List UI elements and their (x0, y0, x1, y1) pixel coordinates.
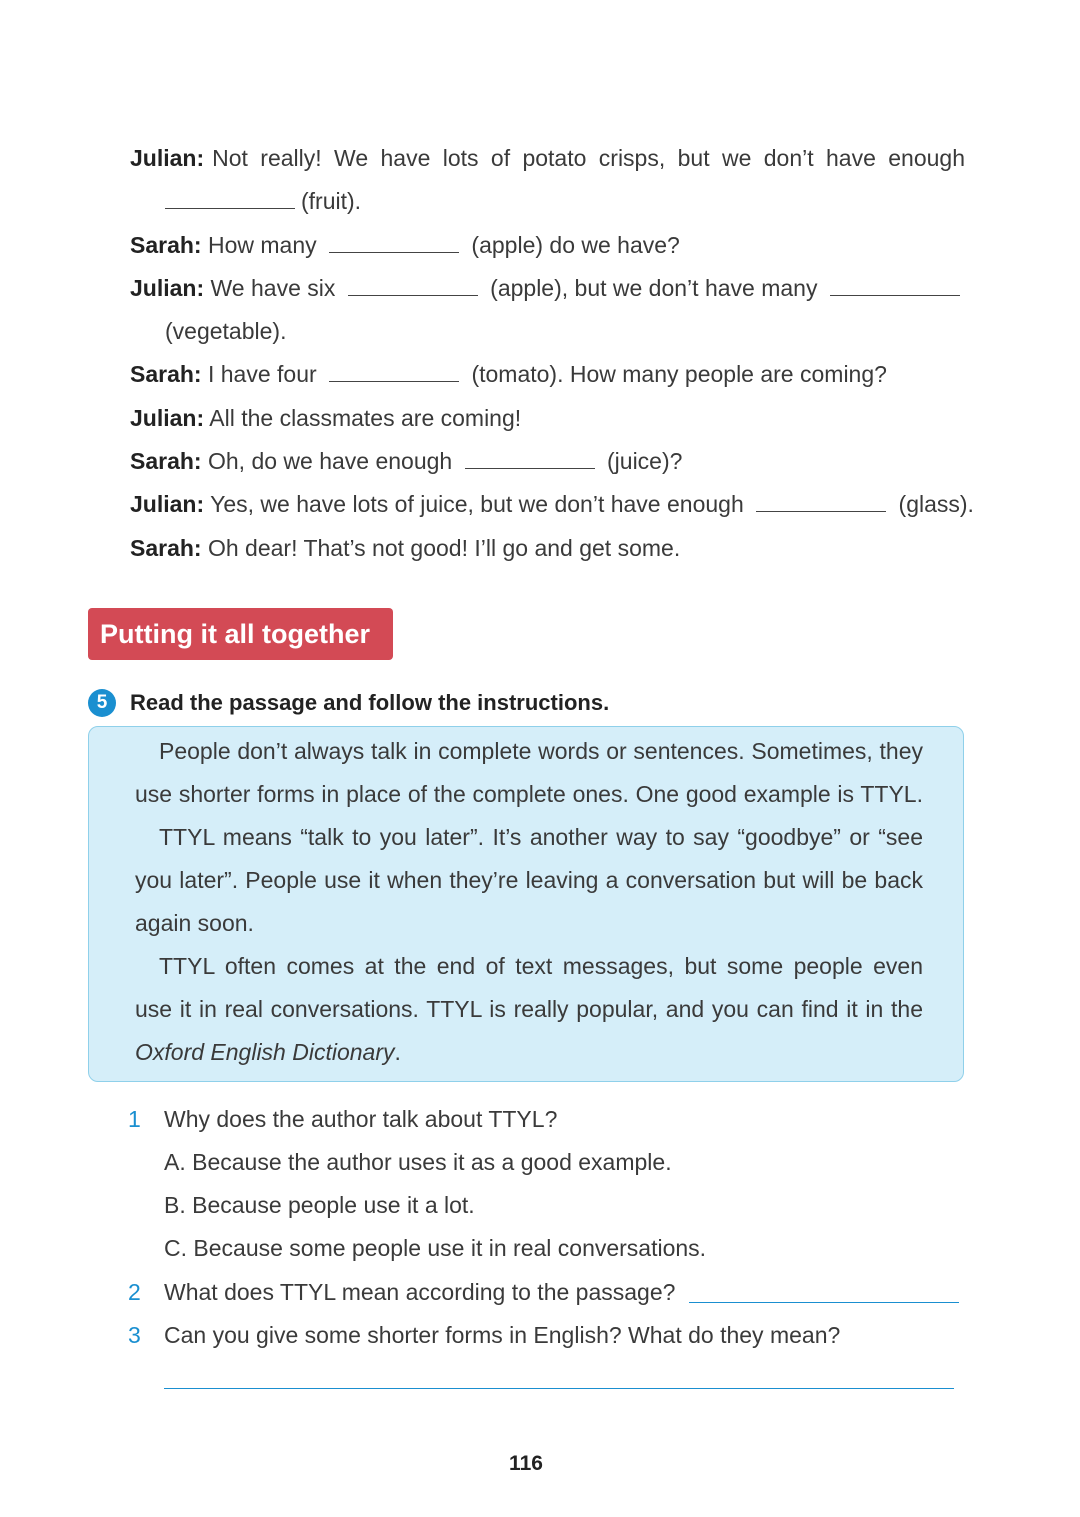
task-instruction (88, 688, 609, 718)
passage-line: People don’t always talk in complete words or sentences. Sometimes, they (159, 738, 923, 764)
answer-line[interactable] (689, 1302, 959, 1303)
question-number: 2 (128, 1279, 141, 1305)
task-number-badge: 5 (88, 689, 116, 717)
answer-blank[interactable] (348, 273, 478, 296)
dialogue-line (130, 310, 970, 353)
question-2 (128, 1277, 675, 1307)
passage-line: use it in real conversations. TTYL is really popular, and you can find it in the (135, 996, 923, 1022)
word-hint: (apple), but we don’t have many (490, 274, 818, 301)
passage-period: . (394, 1039, 401, 1065)
answer-blank[interactable] (465, 446, 595, 469)
reading-passage (88, 726, 964, 1082)
page-number: 116 (509, 1452, 543, 1475)
dialogue-line (130, 224, 970, 267)
dialogue-line (130, 180, 970, 223)
answer-option-a[interactable]: A. Because the author uses it as a good example. (164, 1149, 672, 1175)
word-hint: (fruit). (301, 188, 362, 215)
passage-line: use shorter forms in place of the complete ones. One good example is TTYL. (135, 781, 923, 807)
speaker-label: Julian: (130, 274, 205, 301)
dialogue-line (130, 483, 974, 526)
word-hint: (apple) do we have? (471, 231, 680, 258)
dialogue-line (130, 397, 970, 440)
speaker-label: Julian: (130, 145, 205, 171)
word-hint: (glass). (898, 491, 974, 518)
dialogue-text: Yes, we have lots of juice, but we don’t have enough (210, 491, 744, 518)
speaker-label: Sarah: (130, 361, 202, 388)
dialogue-exercise (130, 137, 974, 570)
question-number: 1 (128, 1106, 141, 1132)
question-number: 3 (128, 1322, 141, 1348)
passage-line: again soon. (135, 910, 254, 936)
passage-line: TTYL means “talk to you later”. It’s another way to say “goodbye” or “see (159, 824, 923, 850)
answer-blank[interactable] (756, 489, 886, 512)
answer-option-c[interactable]: C. Because some people use it in real conversations. (164, 1235, 707, 1261)
question-text: Why does the author talk about TTYL? (164, 1106, 558, 1132)
dialogue-line (130, 267, 970, 310)
dialogue-text: I have four (207, 361, 317, 388)
dialogue-line (130, 527, 970, 570)
word-hint: (juice)? (607, 448, 683, 475)
dialogue-text: We have six (210, 274, 336, 301)
answer-blank[interactable] (165, 186, 295, 209)
question-text: Can you give some shorter forms in English? What do they mean? (164, 1322, 841, 1348)
task-instruction-text: Read the passage and follow the instructions. (130, 690, 610, 715)
answer-blank[interactable] (329, 230, 459, 253)
dialogue-line (130, 440, 970, 483)
dictionary-title: Oxford English Dictionary (135, 1039, 395, 1065)
question-3 (128, 1320, 840, 1350)
passage-line: you later”. People use it when they’re leaving a conversation but will be back (135, 867, 923, 893)
passage-line: TTYL often comes at the end of text messages, but some people even (159, 953, 923, 979)
speaker-label: Julian: (130, 491, 205, 518)
speaker-label: Sarah: (130, 231, 202, 258)
answer-option-b[interactable]: B. Because people use it a lot. (164, 1192, 475, 1218)
answer-line[interactable] (164, 1388, 954, 1389)
passage-line (135, 1037, 923, 1067)
answer-blank[interactable] (830, 273, 960, 296)
speaker-label: Sarah: (130, 534, 202, 561)
dialogue-text: Oh, do we have enough (207, 448, 453, 475)
word-hint: (vegetable). (165, 318, 287, 345)
section-banner: Putting it all together (88, 608, 393, 660)
answer-blank[interactable] (329, 359, 459, 382)
dialogue-text: Not really! We have lots of potato crisps, but we don’t have enough (212, 145, 965, 171)
dialogue-text: Oh dear! That’s not good! I’ll go and get some. (207, 534, 681, 561)
dialogue-line (130, 137, 970, 180)
speaker-label: Julian: (130, 404, 205, 431)
word-hint: (tomato). How many people are coming? (471, 361, 887, 388)
speaker-label: Sarah: (130, 448, 202, 475)
dialogue-text: How many (207, 231, 317, 258)
dialogue-text: All the classmates are coming! (209, 404, 522, 431)
question-1 (128, 1104, 557, 1134)
dialogue-line (130, 353, 970, 396)
question-text: What does TTYL mean according to the passage? (164, 1279, 676, 1305)
